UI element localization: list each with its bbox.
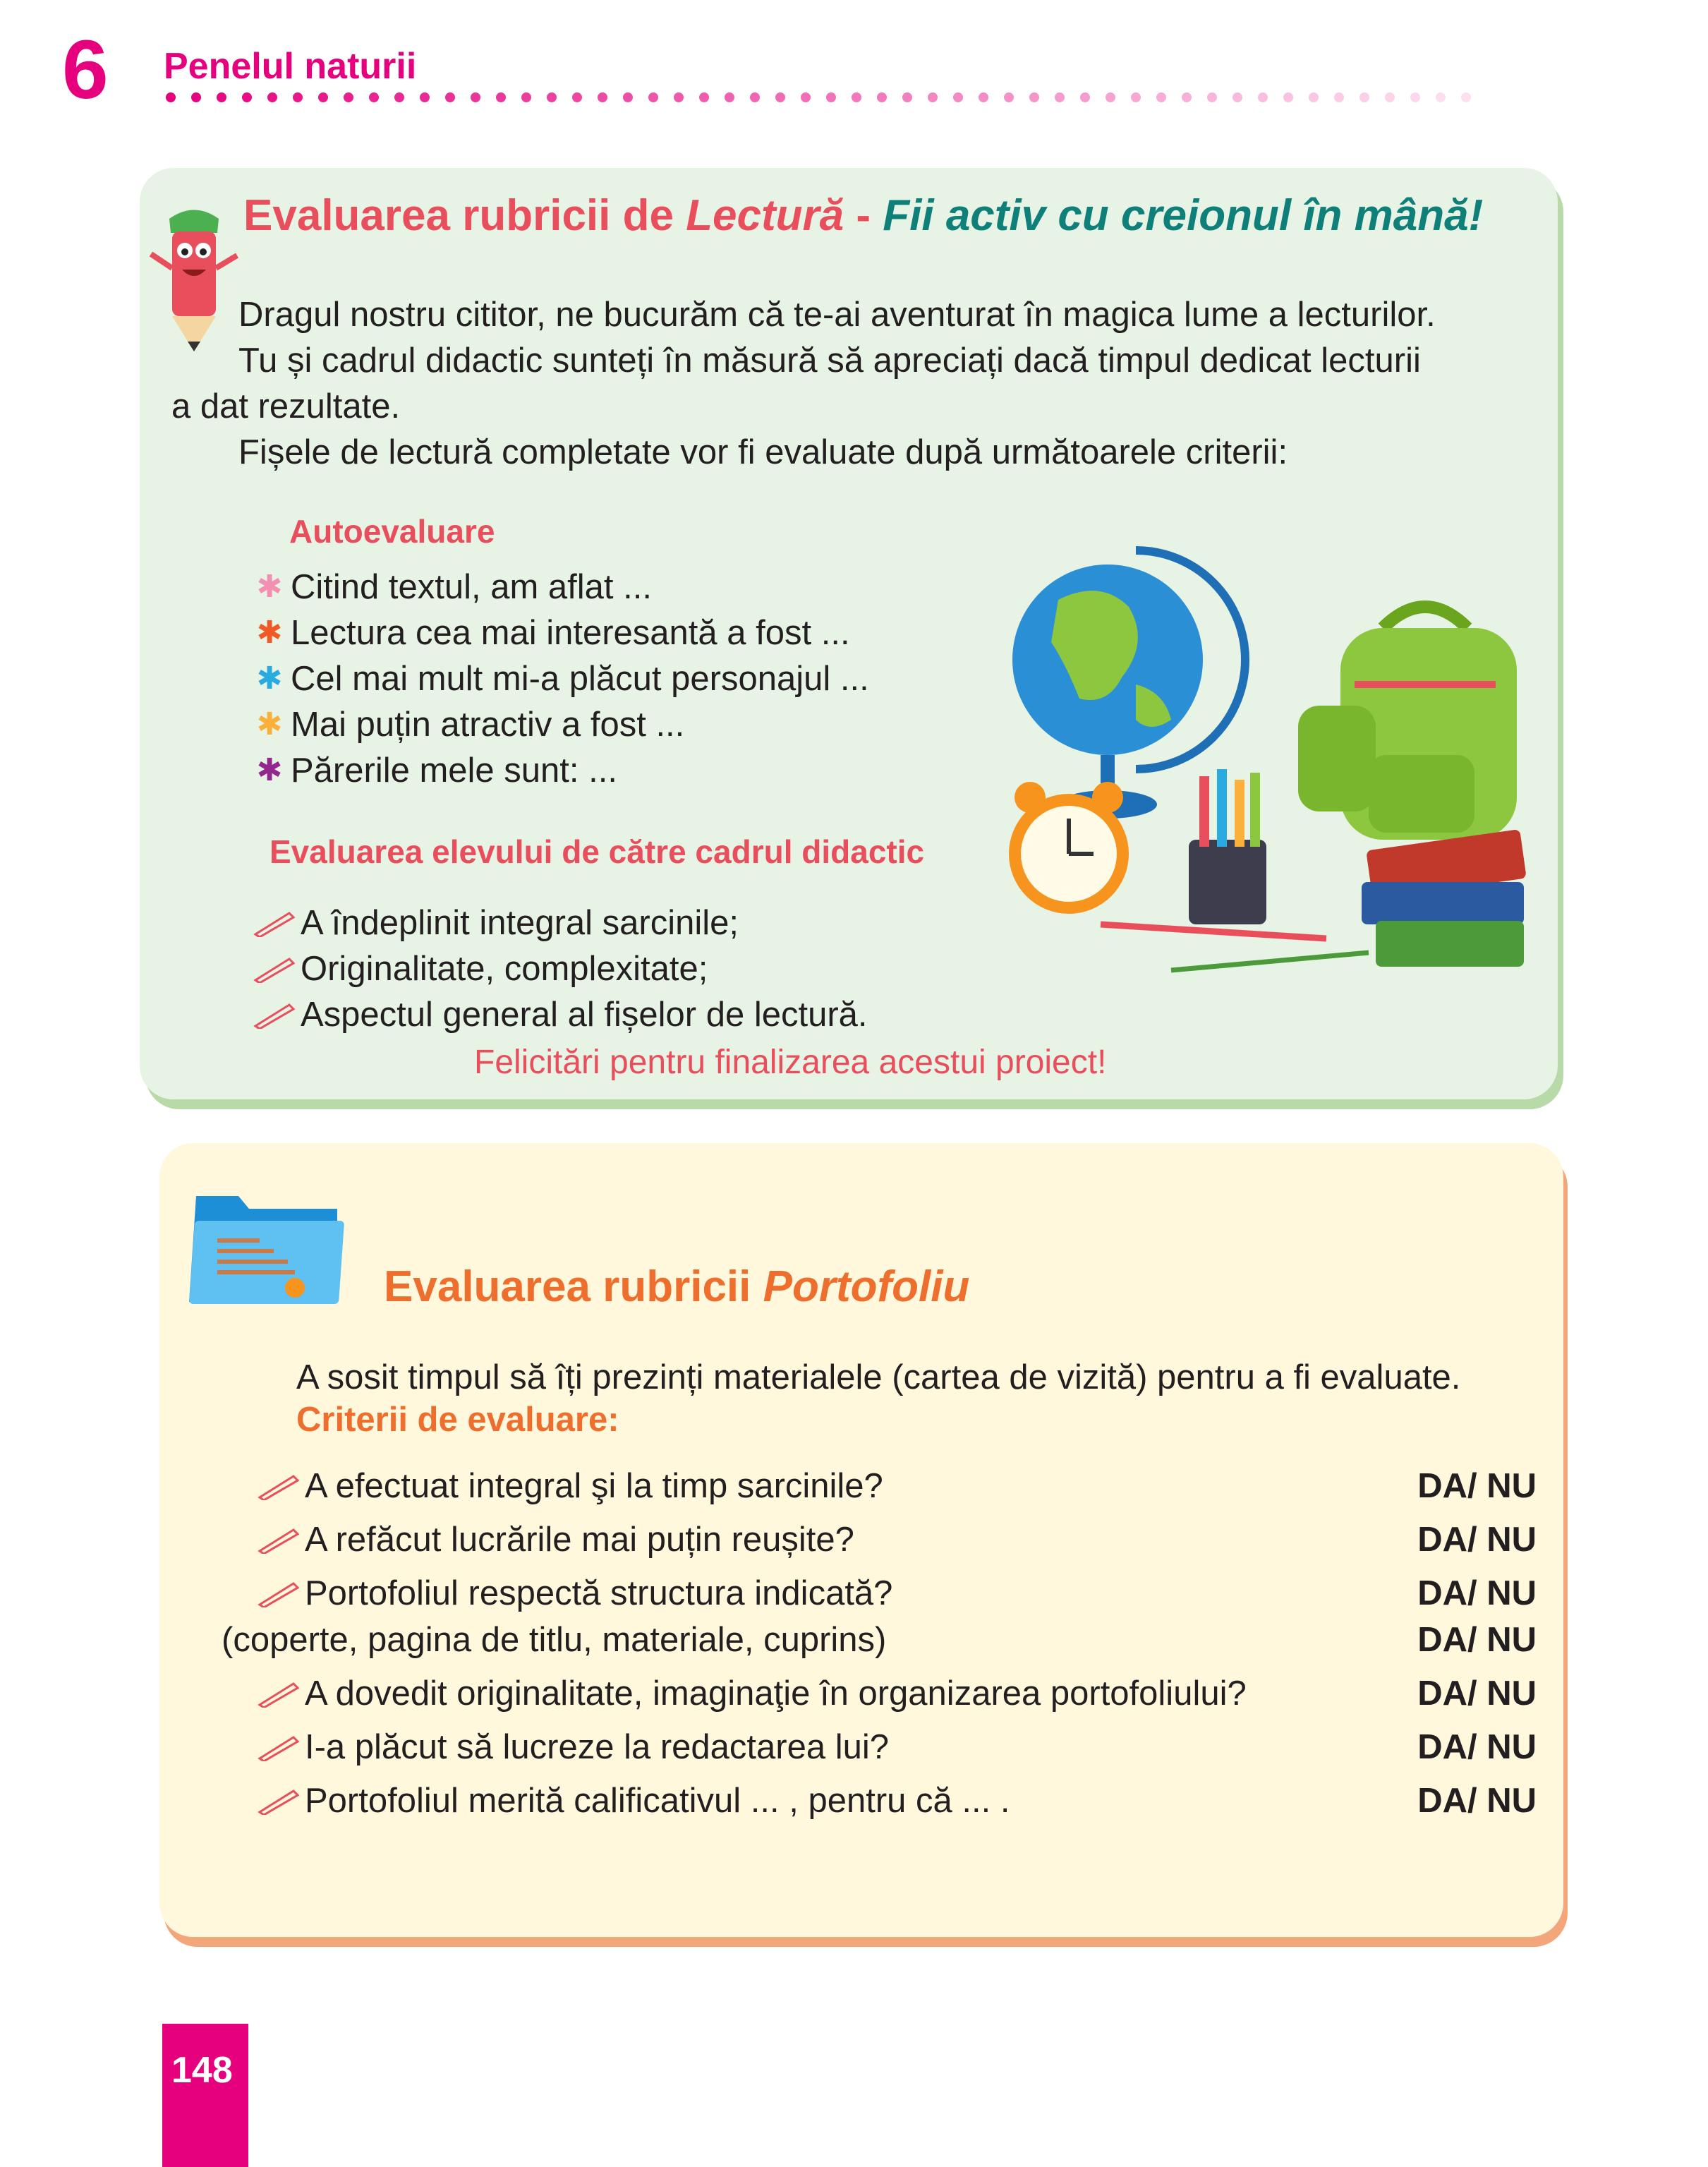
folder-icon [182,1182,351,1309]
criteria-question: A dovedit originalitate, imaginaţie în organizarea portofoliului? [305,1674,1247,1713]
list-item-text: Aspectul general al fișelor de lectură. [301,996,868,1034]
divider-dot [1182,92,1192,102]
divider-dot [1131,92,1141,102]
portofoliu-title [384,1262,969,1312]
divider-dot [623,92,633,102]
list-item [253,946,708,991]
evaluare-profesor-heading: Evaluarea elevului de către cadrul didactic [269,833,925,870]
pen-icon [253,909,296,937]
criteria-answer[interactable]: DA/ NU [1417,1782,1537,1820]
divider-dot [496,92,506,102]
asterisk-icon: ✱ [256,661,283,696]
intro-line: Dragul nostru cititor, ne bucurăm că te-ai aventurat în magica lume a lecturilor. [238,296,1436,334]
list-item [253,656,869,701]
divider-dot [1436,92,1446,102]
chapter-number: 6 [62,23,109,116]
list-item [253,900,739,946]
alarm-clock-icon [1009,782,1129,914]
school-supplies-illustration [1002,543,1538,981]
dotted-divider [164,87,1490,109]
list-item-text: Mai puțin atractiv a fost ... [291,706,685,744]
pen-icon [253,955,296,983]
divider-dot [394,92,404,102]
divider-dot [1156,92,1166,102]
divider-dot [902,92,912,102]
asterisk-icon: ✱ [256,707,283,742]
portofoliu-intro: A sosit timpul să îți prezinți materialele (cartea de vizită) pentru a fi evaluate. [296,1358,1461,1396]
asterisk-icon: ✱ [256,615,283,650]
list-item [253,565,652,610]
criteria-answer[interactable]: DA/ NU [1417,1521,1537,1559]
divider-dot [877,92,887,102]
title-separator: - [844,191,883,240]
pen-icon [257,1579,301,1607]
criteria-question: Portofoliul respectă structura indicată? [305,1574,893,1612]
divider-dot [1029,92,1039,102]
intro-line: a dat rezultate. [171,387,401,425]
divider-dot [1055,92,1065,102]
list-item [253,748,617,793]
list-item-text: Părerile mele sunt: ... [291,751,617,790]
criteria-answer[interactable]: DA/ NU [1417,1621,1537,1659]
divider-dot [801,92,811,102]
criteria-answer[interactable]: DA/ NU [1417,1574,1537,1612]
intro-line: Fișele de lectură completate vor fi evaluate după următoarele criterii: [238,433,1288,471]
divider-dot [1359,92,1369,102]
divider-dot [1080,92,1090,102]
divider-dot [1283,92,1293,102]
asterisk-icon: ✱ [256,569,283,604]
divider-dot [191,92,201,102]
pen-icon [257,1787,301,1815]
list-item [253,992,868,1037]
backpack-icon [1298,607,1517,840]
divider-dot [242,92,252,102]
divider-dot [1385,92,1395,102]
criteria-question: A refăcut lucrările mai puțin reușite? [305,1521,854,1559]
divider-dot [953,92,963,102]
divider-dot [1309,92,1319,102]
pen-icon [257,1526,301,1554]
divider-dot [928,92,938,102]
title-italic: Lectură [686,191,844,240]
pencil-mascot-icon [141,191,247,360]
divider-dot [979,92,988,102]
divider-dot [217,92,226,102]
divider-dot [1207,92,1217,102]
divider-dot [318,92,328,102]
criteria-question: Portofoliul merită calificativul ... , pentru că ... . [305,1782,1010,1820]
list-item [253,610,850,656]
divider-dot [572,92,582,102]
page-number-tab [162,2024,248,2167]
list-item-text: A îndeplinit integral sarcinile; [301,904,739,942]
divider-dot [699,92,709,102]
divider-dot [420,92,430,102]
criteria-answer[interactable]: DA/ NU [1417,1674,1537,1713]
divider-dot [166,92,176,102]
divider-dot [521,92,531,102]
divider-dot [1232,92,1242,102]
criteria-question: A efectuat integral şi la timp sarcinile? [305,1467,883,1505]
divider-dot [1004,92,1014,102]
criterii-heading: Criterii de evaluare: [296,1401,619,1439]
divider-dot [674,92,684,102]
globe-icon [1012,550,1245,819]
pen-icon [257,1472,301,1500]
divider-dot [471,92,480,102]
intro-line: Tu și cadrul didactic sunteți în măsură să apreciați dacă timpul dedicat lecturii [238,342,1421,380]
divider-dot [1334,92,1344,102]
pen-icon [257,1733,301,1761]
divider-dot [775,92,785,102]
list-item-text: Lectura cea mai interesantă a fost ... [291,614,850,652]
divider-dot [1106,92,1115,102]
lectura-title [243,191,1483,241]
list-item-text: Citind textul, am aflat ... [291,568,652,606]
pen-icon [257,1679,301,1708]
divider-dot [369,92,379,102]
divider-dot [598,92,607,102]
divider-dot [1410,92,1420,102]
asterisk-icon: ✱ [256,753,283,787]
list-item-text: Cel mai mult mi-a plăcut personajul ... [291,660,869,698]
title-text: Evaluarea rubricii de [243,191,686,240]
divider-dot [725,92,734,102]
divider-dot [1258,92,1268,102]
divider-dot [750,92,760,102]
criteria-question: I-a plăcut să lucreze la redactarea lui? [305,1728,889,1766]
pen-icon [253,1001,296,1029]
felicitari-message: Felicitări pentru finalizarea acestui proiect! [474,1044,1107,1081]
divider-dot [1461,92,1471,102]
divider-dot [344,92,353,102]
list-item [253,702,684,747]
title-text: Evaluarea rubricii [384,1262,763,1311]
title-italic: Portofoliu [763,1262,970,1311]
divider-dot [445,92,455,102]
divider-dot [547,92,557,102]
divider-dot [826,92,836,102]
list-item-text: Originalitate, complexitate; [301,950,708,988]
books-icon [1362,829,1527,967]
divider-dot [293,92,303,102]
criteria-answer[interactable]: DA/ NU [1417,1467,1537,1505]
divider-dot [648,92,658,102]
page-number: 148 [171,2050,233,2091]
divider-dot [267,92,277,102]
criteria-answer[interactable]: DA/ NU [1417,1728,1537,1766]
autoevaluare-heading: Autoevaluare [289,513,495,550]
criteria-question: (coperte, pagina de titlu, materiale, cuprins) [222,1621,887,1659]
title-motto: Fii activ cu creionul în mână! [883,191,1484,240]
chapter-title: Penelul naturii [164,46,417,87]
divider-dot [852,92,861,102]
